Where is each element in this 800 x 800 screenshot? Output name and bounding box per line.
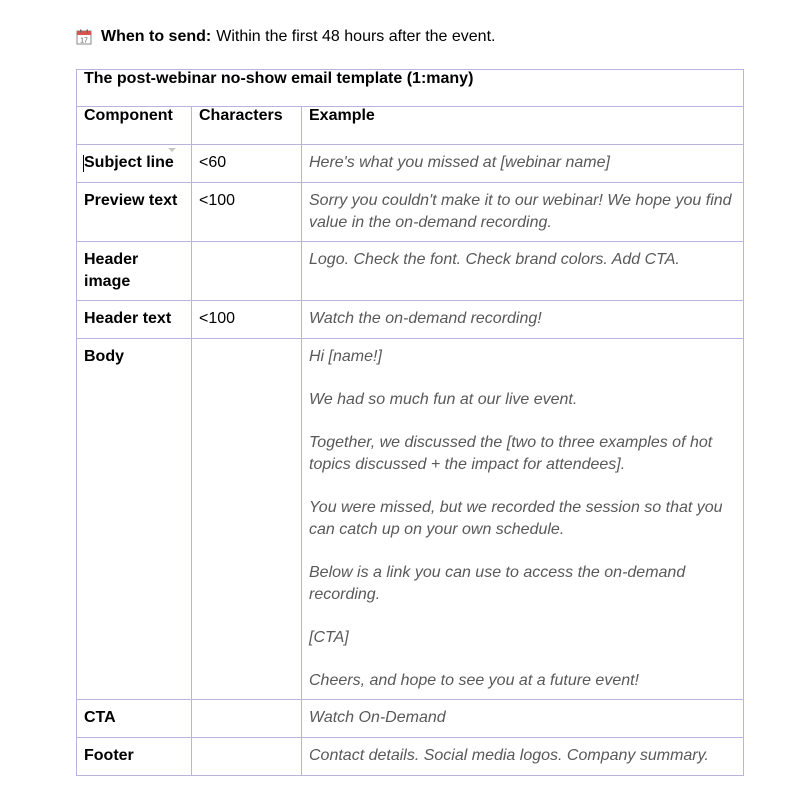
characters-cell[interactable]: <60 — [192, 145, 302, 183]
calendar-icon — [76, 29, 92, 45]
component-cell[interactable] — [77, 700, 192, 738]
component-label: Footer — [84, 747, 134, 764]
example-cell[interactable] — [302, 145, 744, 183]
component-cell[interactable] — [77, 339, 192, 700]
example-paragraph: Watch On-Demand — [309, 709, 446, 726]
characters-cell[interactable] — [192, 339, 302, 700]
svg-text:17: 17 — [80, 37, 88, 45]
table-title-row — [77, 70, 744, 107]
table-row — [77, 242, 744, 301]
table-row — [77, 738, 744, 776]
header-component: Component — [77, 107, 192, 145]
when-label: When to send: — [101, 28, 212, 45]
characters-cell[interactable] — [192, 700, 302, 738]
component-label: Subject line — [84, 154, 174, 171]
table-row — [77, 145, 744, 183]
header-example: Example — [302, 107, 744, 145]
example-cell[interactable] — [302, 339, 744, 700]
component-cell[interactable] — [77, 242, 192, 301]
example-paragraph: Below is a link you can use to access the on-demand recording. — [309, 564, 686, 603]
example-paragraph: [CTA] — [309, 629, 349, 646]
component-label: Header text — [84, 310, 172, 327]
example-paragraph: Here's what you missed at [webinar name] — [309, 154, 610, 171]
table-row — [77, 183, 744, 242]
when-text: Within the first 48 hours after the event. — [216, 28, 496, 45]
table-header-row — [77, 107, 744, 145]
table-row — [77, 301, 744, 339]
component-label: Header image — [84, 251, 139, 290]
example-cell[interactable] — [302, 242, 744, 301]
component-label: Body — [84, 348, 124, 365]
example-cell[interactable] — [302, 738, 744, 776]
example-paragraph: We had so much fun at our live event. — [309, 391, 578, 408]
example-cell[interactable] — [302, 301, 744, 339]
example-cell[interactable] — [302, 700, 744, 738]
characters-cell[interactable] — [192, 242, 302, 301]
text-cursor — [83, 155, 84, 172]
example-paragraph: Logo. Check the font. Check brand colors. Add CTA. — [309, 251, 680, 268]
example-paragraph: Watch the on-demand recording! — [309, 310, 542, 327]
example-paragraph: Together, we discussed the [two to three examples of hot topics discussed + the impact for attendees]. — [309, 434, 713, 473]
example-paragraph: Sorry you couldn't make it to our webinar! We hope you find value in the on-demand recording. — [309, 192, 732, 231]
example-paragraph: Cheers, and hope to see you at a future event! — [309, 672, 639, 689]
dropdown-arrow-icon[interactable] — [168, 148, 176, 152]
component-cell[interactable] — [77, 183, 192, 242]
when-to-send-line — [76, 26, 495, 48]
example-cell[interactable] — [302, 183, 744, 242]
characters-cell[interactable]: <100 — [192, 301, 302, 339]
table-title: The post-webinar no-show email template (1:many) — [77, 70, 744, 107]
email-template-table — [76, 69, 744, 776]
component-label: Preview text — [84, 192, 178, 209]
header-characters: Characters — [192, 107, 302, 145]
component-label: CTA — [84, 709, 116, 726]
table-row — [77, 339, 744, 700]
table-row — [77, 700, 744, 738]
component-cell[interactable] — [77, 301, 192, 339]
characters-cell[interactable] — [192, 738, 302, 776]
characters-cell[interactable]: <100 — [192, 183, 302, 242]
example-paragraph: You were missed, but we recorded the session so that you can catch up on your own schedule. — [309, 499, 723, 538]
component-cell[interactable] — [77, 738, 192, 776]
example-paragraph: Contact details. Social media logos. Company summary. — [309, 747, 709, 764]
example-paragraph: Hi [name!] — [309, 348, 382, 365]
